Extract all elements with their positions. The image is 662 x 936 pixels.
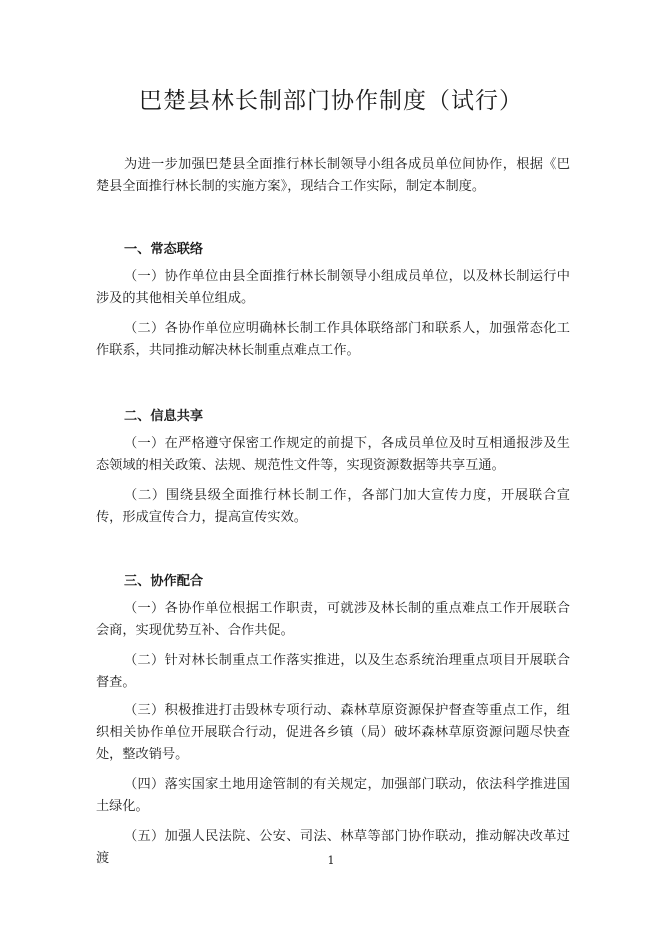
section-heading-liaison: 一、常态联络: [124, 242, 204, 257]
section-heading-cooperation: 三、协作配合: [124, 574, 204, 589]
section-1-item-2: （二）各协作单位应明确林长制工作具体联络部门和联系人，加强常态化工作联系，共同推动解决林长制重点难点工作。: [96, 321, 570, 358]
section-2-item-1: （一）在严格遵守保密工作规定的前提下，各成员单位及时互相通报涉及生态领域的相关政策、法规、规范性文件等，实现资源数据等共享互通。: [96, 436, 570, 473]
section-3-item-4: （四）落实国家土地用途管制的有关规定，加强部门联动，依法科学推进国土绿化。: [96, 777, 570, 814]
section-1-item-1: （一）协作单位由县全面推行林长制领导小组成员单位，以及林长制运行中涉及的其他相关单位组成。: [96, 269, 570, 306]
section-3-item-5: （五）加强人民法院、公安、司法、林草等部门协作联动，推动解决改革过渡: [96, 829, 570, 866]
section-heading-info-sharing: 二、信息共享: [124, 409, 204, 424]
page-number: 1: [327, 854, 335, 867]
document-title: 巴楚县林长制部门协作制度（试行）: [139, 88, 523, 114]
intro-paragraph: 为进一步加强巴楚县全面推行林长制领导小组各成员单位间协作，根据《巴楚县全面推行林长制的实施方案》，现结合工作实际，制定本制度。: [96, 157, 570, 194]
section-2-item-2: （二）围绕县级全面推行林长制工作，各部门加大宣传力度，开展联合宣传，形成宣传合力，提高宣传实效。: [96, 488, 570, 525]
section-3-item-2: （二）针对林长制重点工作落实推进，以及生态系统治理重点项目开展联合督查。: [96, 653, 570, 690]
section-3-item-1: （一）各协作单位根据工作职责，可就涉及林长制的重点难点工作开展联合会商，实现优势互补、合作共促。: [96, 601, 570, 638]
section-3-item-3: （三）积极推进打击毁林专项行动、森林草原资源保护督查等重点工作，组织相关协作单位开展联合行动，促进各乡镇（局）破坏森林草原资源问题尽快查处，整改销号。: [96, 703, 570, 762]
